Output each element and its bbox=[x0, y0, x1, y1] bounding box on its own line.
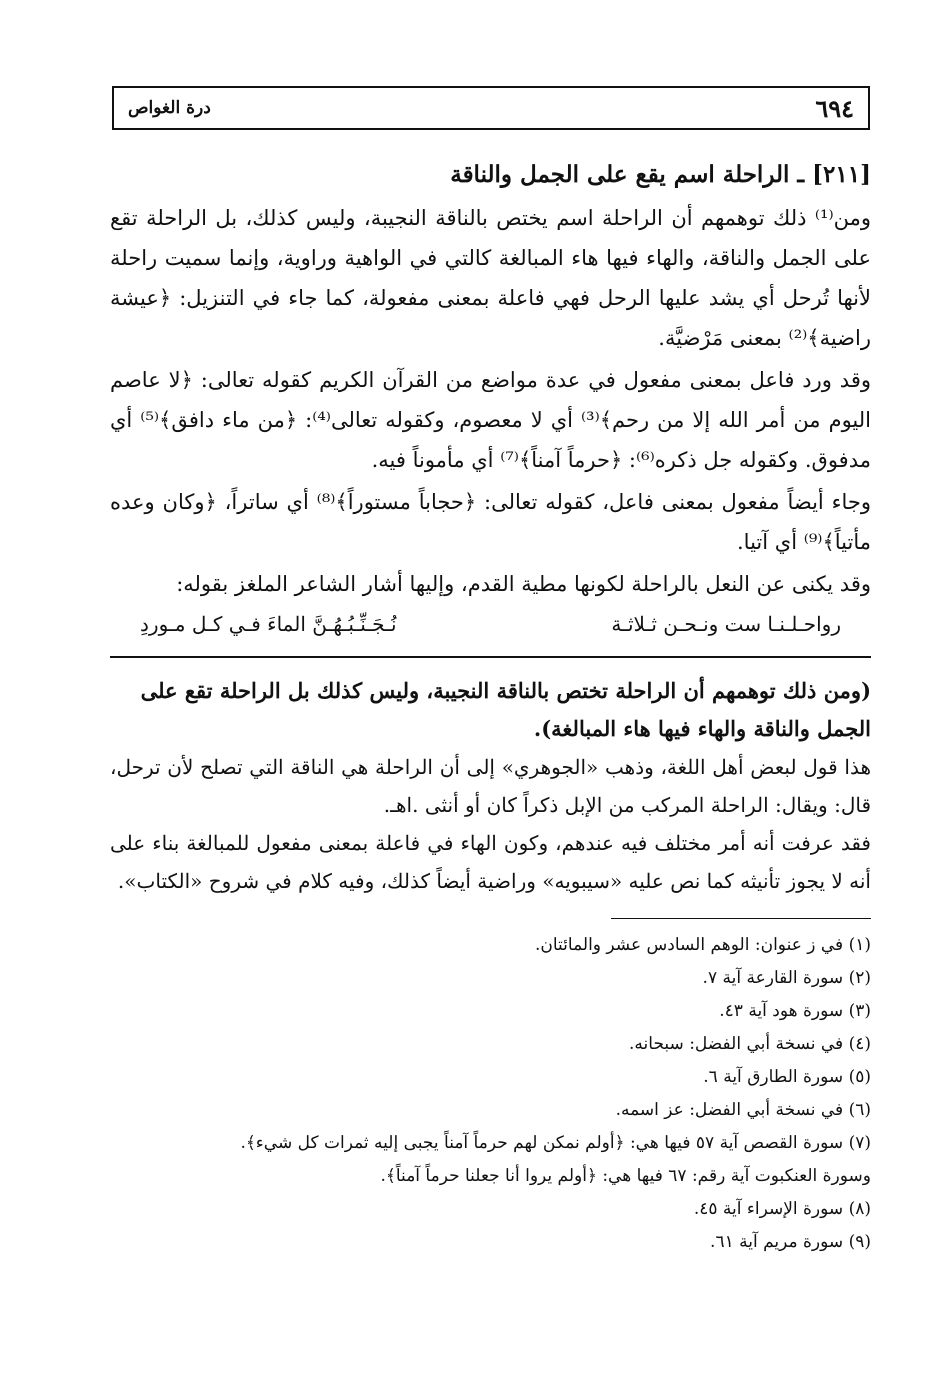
footnote-text: سورة مريم آية ٦١. bbox=[710, 1232, 844, 1252]
footnote-number: (٧) bbox=[848, 1133, 871, 1153]
footnote-text: سورة هود آية ٤٣. bbox=[719, 1001, 844, 1021]
poem-second-hemistich: نُـجَـنِّـبُـهُـنَّ الماءَ فـي كـل مـوردِ bbox=[140, 612, 397, 636]
footnote-number: (٨) bbox=[848, 1199, 871, 1219]
footnote-number: (١) bbox=[848, 935, 871, 955]
poem-verse bbox=[110, 606, 871, 642]
footnote-text: سورة الطارق آية ٦. bbox=[703, 1067, 844, 1087]
text-commentary-divider bbox=[110, 656, 871, 658]
footnote-text: سورة الإسراء آية ٤٥. bbox=[693, 1199, 844, 1219]
footnote-item bbox=[110, 1226, 871, 1259]
footnote-text: في ز عنوان: الوهم السادس عشر والمائتان. bbox=[534, 935, 844, 955]
footnote-text: سورة القارعة آية ٧. bbox=[702, 968, 844, 988]
page-body bbox=[110, 150, 871, 1259]
footnote-item bbox=[110, 1061, 871, 1094]
footnote-number: (٩) bbox=[848, 1232, 871, 1252]
footnote-item bbox=[110, 962, 871, 995]
page-number: ٦٩٤ bbox=[815, 93, 854, 123]
page-header bbox=[112, 86, 870, 130]
footnote-item bbox=[110, 1028, 871, 1061]
commentary-paragraph-2: فقد عرفت أنه أمر مختلف فيه عندهم، وكون الهاء في فاعلة بمعنى مفعول للمبالغة بناء على أنه لا يجوز تأنيثه كما نص عليه «سيبويه» وراضية أيضاً كذلك، وفيه كلام في شروح «الكتاب». bbox=[110, 831, 871, 893]
footnote-number: (٥) bbox=[848, 1067, 871, 1087]
section-heading: [٢١١] ـ الراحلة اسم يقع على الجمل والناقة bbox=[450, 161, 871, 188]
footnote-text: في نسخة أبي الفضل: سبحانه. bbox=[629, 1034, 844, 1054]
footnote-item bbox=[110, 995, 871, 1028]
book-title: درة الغواص bbox=[128, 98, 211, 118]
main-paragraph-4: وقد يكنى عن النعل بالراحلة لكونها مطية القدم، وإليها أشار الشاعر الملغز بقوله: bbox=[176, 572, 871, 596]
poem-first-hemistich: رواحـلـنـا ست ونـحـن ثـلاثـة bbox=[611, 612, 841, 636]
footnote-item bbox=[110, 929, 871, 962]
footnote-number: (٤) bbox=[848, 1034, 871, 1054]
main-paragraph-1: ومن⁽¹⁾ ذلك توهمهم أن الراحلة اسم يختص بالناقة النجيبة، وليس كذلك، بل الراحلة تقع على الجمل والناقة، والهاء فيها هاء المبالغة كالتي في الواهية وراوية، وإنما سميت راحلة لأنها تُرحل أي يشد عليها الرحل فهي فاعلة بمعنى مفعولة، كما جاء في التنزيل: ﴿عيشة راضية﴾⁽²⁾ بمعنى مَرْضيَّة. bbox=[110, 206, 871, 350]
main-paragraph-2: وقد ورد فاعل بمعنى مفعول في عدة مواضع من القرآن الكريم كقوله تعالى: ﴿لا عاصم اليوم من أمر الله إلا من رحم﴾⁽³⁾ أي لا معصوم، وكقوله تعالى⁽⁴⁾: ﴿من ماء دافق﴾⁽⁵⁾ أي مدفوق. وكقوله جل ذكره⁽⁶⁾: ﴿حرماً آمناً﴾⁽⁷⁾ أي مأموناً فيه. bbox=[110, 368, 871, 472]
commentary-paragraph-1: هذا قول لبعض أهل اللغة، وذهب «الجوهري» إلى أن الراحلة هي الناقة التي تصلح لأن ترحل، قال: ويقال: الراحلة المركب من الإبل ذكراً كان أو أنثى .اهـ. bbox=[110, 755, 871, 817]
footnote-number: (٢) bbox=[848, 968, 871, 988]
footnote-number: (٣) bbox=[848, 1001, 871, 1021]
main-paragraph-3: وجاء أيضاً مفعول بمعنى فاعل، كقوله تعالى: ﴿حجاباً مستوراً﴾⁽⁸⁾ أي ساتراً، ﴿وكان وعده مأتياً﴾⁽⁹⁾ أي آتيا. bbox=[110, 490, 871, 554]
footnote-text: سورة القصص آية ٥٧ فيها هي: ﴿أولم نمكن لهم حرماً آمناً يجبى إليه ثمرات كل شيء﴾. bbox=[240, 1133, 844, 1153]
footnote-item bbox=[110, 1094, 871, 1127]
footnotes bbox=[110, 929, 871, 1259]
footnote-item bbox=[110, 1127, 871, 1160]
footnote-divider bbox=[611, 918, 871, 919]
footnote-text: في نسخة أبي الفضل: عز اسمه. bbox=[615, 1100, 844, 1120]
footnote-item bbox=[110, 1193, 871, 1226]
footnote-continuation: وسورة العنكبوت آية رقم: ٦٧ فيها هي: ﴿أولم يروا أنا جعلنا حرماً آمناً﴾. bbox=[380, 1166, 871, 1186]
commentary-quote: (ومن ذلك توهمهم أن الراحلة تختص بالناقة النجيبة، وليس كذلك بل الراحلة تقع على الجمل والناقة والهاء فيها هاء المبالغة). bbox=[140, 678, 871, 741]
footnote-number: (٦) bbox=[848, 1100, 871, 1120]
